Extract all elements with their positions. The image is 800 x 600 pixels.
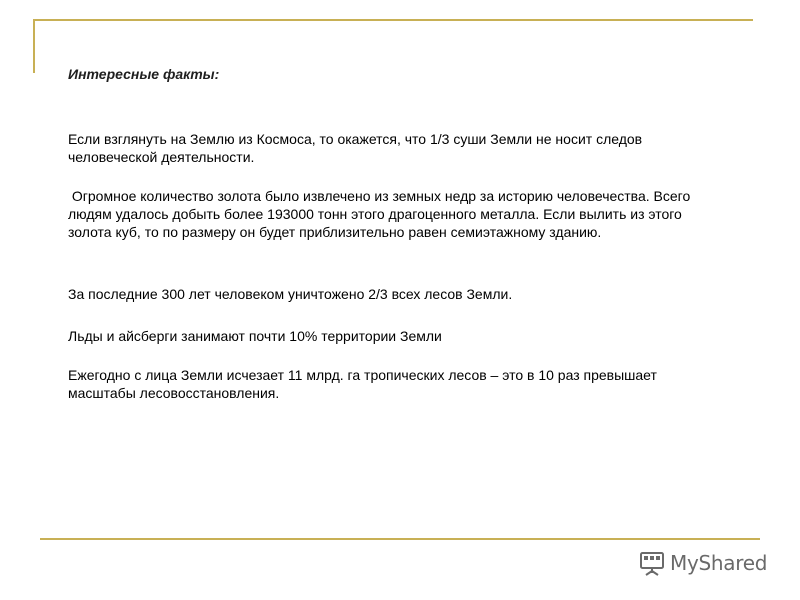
left-border-line [33, 19, 35, 73]
bottom-border-line [40, 538, 760, 540]
fact-paragraph: Если взглянуть на Землю из Космоса, то окажется, что 1/3 суши Земли не носит следов человеческой деятельности. [68, 131, 643, 165]
myshared-logo [638, 548, 767, 578]
slide-title: Интересные факты: [68, 66, 220, 82]
top-border-line [33, 19, 753, 21]
fact-paragraph: За последние 300 лет человеком уничтожено 2/3 всех лесов Земли. [68, 286, 513, 302]
fact-paragraph: Ежегодно с лица Земли исчезает 11 млрд. га тропических лесов – это в 10 раз превышает масштабы лесовосстановления. [68, 367, 657, 401]
presentation-board-icon [638, 549, 666, 577]
logo-text: MyShared [670, 551, 768, 575]
fact-paragraph: Льды и айсберги занимают почти 10% территории Земли [68, 328, 442, 344]
fact-paragraph: Огромное количество золота было извлечено из земных недр за историю человечества. Всего людям удалось добыть более 193000 тонн этого драгоценного металла. Если вылить из этого золота куб, то по размеру он будет приблизительно равен семиэтажному зданию. [68, 188, 695, 240]
